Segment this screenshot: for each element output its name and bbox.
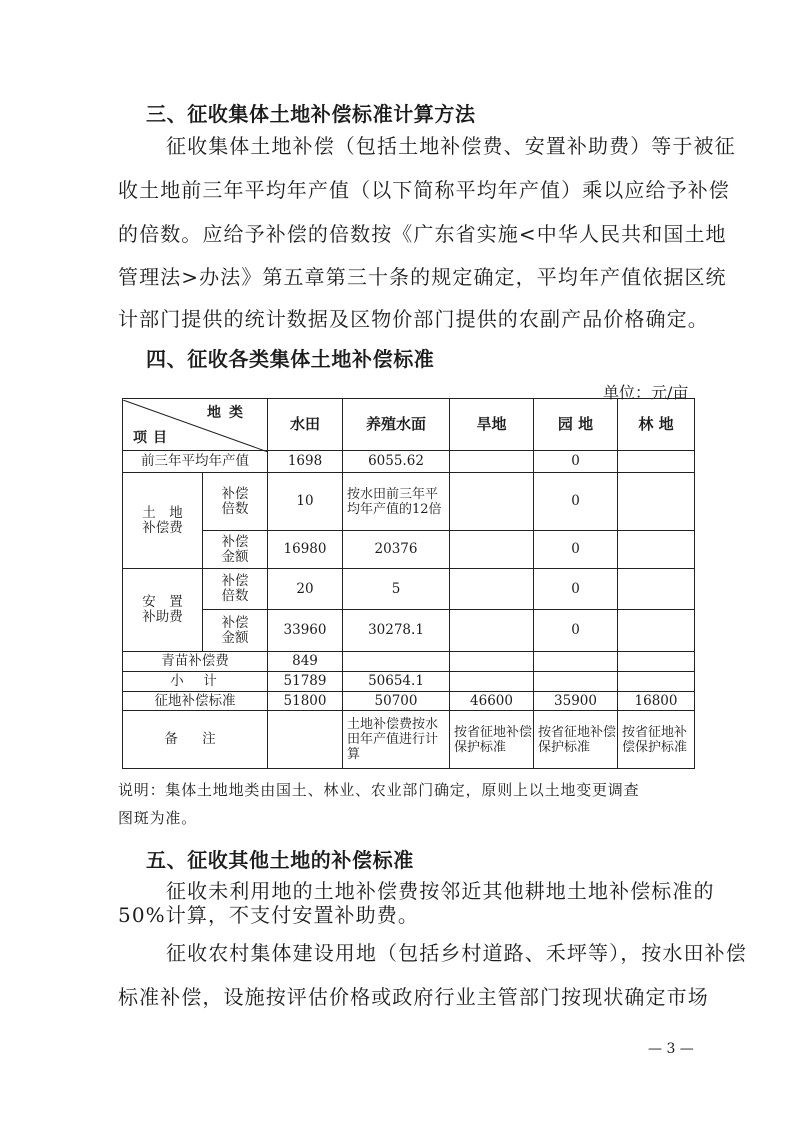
table-row bbox=[123, 711, 695, 769]
table-row bbox=[123, 531, 695, 569]
cell bbox=[450, 672, 534, 692]
sub-label-amount bbox=[203, 610, 268, 652]
section3-line-1: 征收集体土地补偿（包括土地补偿费、安置补助费）等于被征 bbox=[166, 134, 736, 158]
group-label-line: 安 置 bbox=[142, 594, 183, 610]
cell: 20 bbox=[268, 569, 343, 610]
cell: 6055.62 bbox=[343, 451, 450, 473]
cell bbox=[618, 672, 695, 692]
cell: 5 bbox=[343, 569, 450, 610]
row-label-subtotal: 小 计 bbox=[123, 672, 268, 692]
section3-line-3: 的倍数。应给予补偿的倍数按《广东省实施<中华人民共和国土地 bbox=[118, 222, 727, 246]
sub-label-multiple bbox=[203, 569, 268, 610]
cell bbox=[534, 652, 618, 672]
row-label-avg: 前三年平均年产值 bbox=[123, 451, 268, 473]
table-row bbox=[123, 672, 695, 692]
cell: 16800 bbox=[618, 692, 695, 711]
cell: 20376 bbox=[343, 531, 450, 569]
row-label-crop: 青苗补偿费 bbox=[123, 652, 268, 672]
cell bbox=[618, 610, 695, 652]
cell: 16980 bbox=[268, 531, 343, 569]
cell bbox=[618, 652, 695, 672]
explanation-line-2: 图斑为准。 bbox=[118, 809, 198, 827]
sub-label-line: 补偿 bbox=[221, 573, 249, 589]
cell: 0 bbox=[534, 473, 618, 531]
cell: 0 bbox=[534, 610, 618, 652]
section5-para1-line-1: 征收未利用地的土地补偿费按邻近其他耕地土地补偿标准的 bbox=[166, 879, 715, 903]
explanation-line-1: 说明：集体土地地类由国土、林业、农业部门确定，原则上以土地变更调查 bbox=[118, 781, 640, 799]
section3-line-4: 管理法>办法》第五章第三十条的规定确定，平均年产值依据区统 bbox=[118, 265, 727, 289]
cell bbox=[343, 652, 450, 672]
cell-note: 按省征地补偿保护标准 bbox=[450, 711, 534, 769]
unit-label: 单位：元/亩 bbox=[603, 383, 689, 402]
col-header-forest: 林 地 bbox=[618, 399, 695, 451]
diag-bottom-label: 项目 bbox=[133, 429, 173, 446]
section3-line-5: 计部门提供的统计数据及区物价部门提供的农副产品价格确定。 bbox=[118, 307, 709, 331]
group-label-line: 土 地 bbox=[142, 504, 183, 521]
cell bbox=[618, 451, 695, 473]
cell bbox=[450, 473, 534, 531]
cell: 51789 bbox=[268, 672, 343, 692]
cell: 10 bbox=[268, 473, 343, 531]
sub-label-line: 补偿 bbox=[221, 485, 249, 502]
table-row bbox=[123, 473, 695, 531]
cell: 849 bbox=[268, 652, 343, 672]
group-label-resettle bbox=[123, 569, 203, 652]
cell: 33960 bbox=[268, 610, 343, 652]
table-row bbox=[123, 610, 695, 652]
cell bbox=[450, 531, 534, 569]
compensation-table bbox=[122, 398, 695, 769]
table-row bbox=[123, 569, 695, 610]
table-row bbox=[123, 652, 695, 672]
cell: 46600 bbox=[450, 692, 534, 711]
cell bbox=[618, 569, 695, 610]
cell bbox=[450, 610, 534, 652]
diag-top-label: 地类 bbox=[207, 404, 251, 421]
table-row bbox=[123, 451, 695, 473]
col-header-dryland: 旱地 bbox=[450, 399, 534, 451]
section5-para1-line-2: 50%计算，不支付安置补助费。 bbox=[118, 903, 419, 927]
sub-label-line: 补偿 bbox=[221, 533, 249, 550]
cell: 30278.1 bbox=[343, 610, 450, 652]
cell bbox=[450, 652, 534, 672]
sub-label-line: 补偿 bbox=[221, 614, 249, 631]
cell bbox=[618, 531, 695, 569]
col-header-orchard: 园 地 bbox=[534, 399, 618, 451]
sub-label-multiple bbox=[203, 473, 268, 531]
section5-para2-line-2: 标准补偿，设施按评估价格或政府行业主管部门按现状确定市场 bbox=[118, 985, 709, 1009]
cell bbox=[450, 451, 534, 473]
section3-heading: 三、征收集体土地补偿标准计算方法 bbox=[146, 102, 476, 126]
table-row bbox=[123, 692, 695, 711]
sub-label-line: 倍数 bbox=[221, 588, 249, 604]
cell: 50654.1 bbox=[343, 672, 450, 692]
cell: 1698 bbox=[268, 451, 343, 473]
cell-note: 按省征地补偿保护标准 bbox=[534, 711, 618, 769]
cell: 50700 bbox=[343, 692, 450, 711]
cell-note: 按水田前三年平均年产值的12倍 bbox=[343, 473, 450, 531]
cell: 0 bbox=[534, 531, 618, 569]
cell: 0 bbox=[534, 569, 618, 610]
row-label-remarks: 备 注 bbox=[123, 711, 268, 769]
cell: 35900 bbox=[534, 692, 618, 711]
group-label-land bbox=[123, 473, 203, 569]
sub-label-line: 金额 bbox=[221, 548, 249, 565]
cell bbox=[268, 711, 343, 769]
cell: 51800 bbox=[268, 692, 343, 711]
sub-label-line: 倍数 bbox=[221, 500, 249, 517]
diagonal-header-cell bbox=[123, 399, 268, 451]
sub-label-line: 金额 bbox=[221, 629, 249, 646]
row-label-standard: 征地补偿标准 bbox=[123, 692, 268, 711]
cell-note: 按省征地补偿保护标准 bbox=[618, 711, 695, 769]
section3-line-2: 收土地前三年平均年产值（以下简称平均年产值）乘以应给予补偿 bbox=[118, 178, 730, 202]
sub-label-amount bbox=[203, 531, 268, 569]
cell: 0 bbox=[534, 451, 618, 473]
cell bbox=[534, 672, 618, 692]
col-header-paddy: 水田 bbox=[268, 399, 343, 451]
page-number: — 3 — bbox=[648, 1041, 694, 1057]
cell bbox=[618, 473, 695, 531]
section5-para2-line-1: 征收农村集体建设用地（包括乡村道路、禾坪等），按水田补偿 bbox=[166, 941, 747, 965]
group-label-line: 补助费 bbox=[142, 609, 183, 625]
cell-note: 土地补偿费按水田年产值进行计算 bbox=[343, 711, 450, 769]
section4-heading: 四、征收各类集体土地补偿标准 bbox=[146, 347, 435, 371]
col-header-aquaculture: 养殖水面 bbox=[343, 399, 450, 451]
group-label-line: 补偿费 bbox=[142, 519, 183, 536]
cell bbox=[450, 569, 534, 610]
table-header-row bbox=[123, 399, 695, 451]
section5-heading: 五、征收其他土地的补偿标准 bbox=[146, 848, 414, 872]
